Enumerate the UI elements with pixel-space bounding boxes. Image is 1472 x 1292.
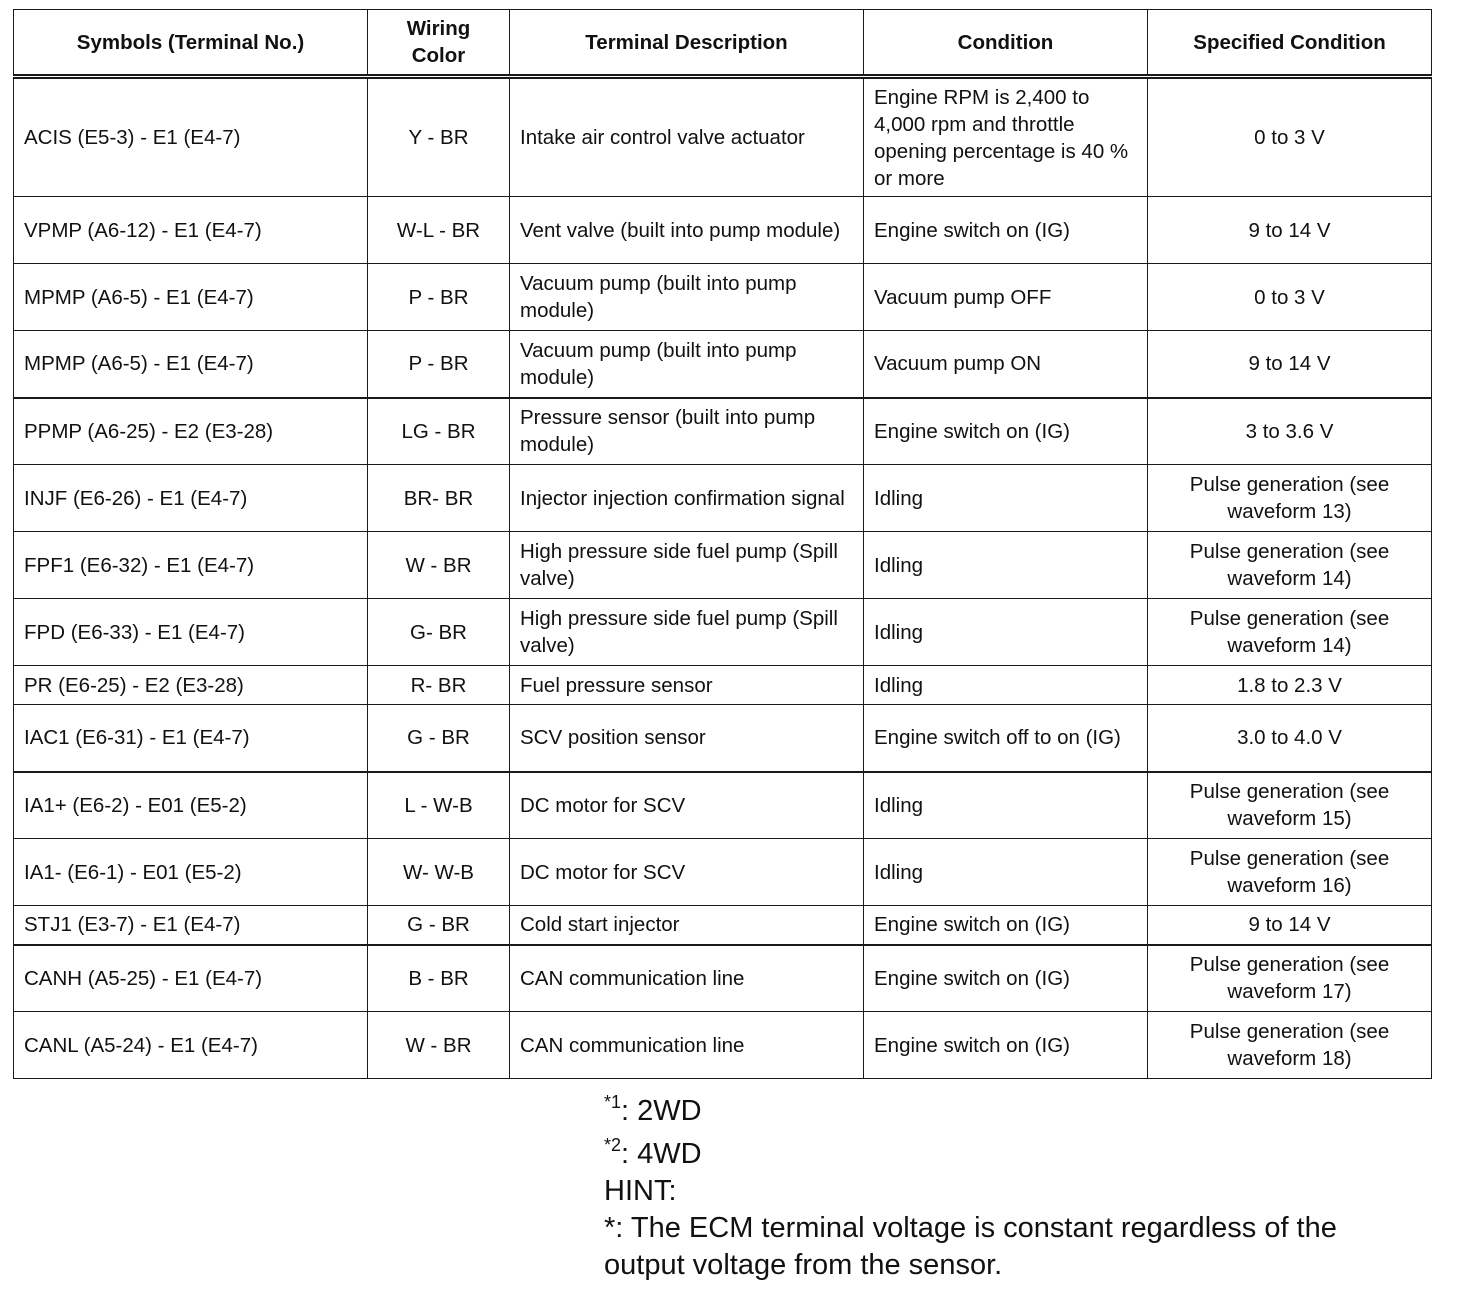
cell-symbols: CANL (A5-24) - E1 (E4-7) [14, 1012, 368, 1079]
header-wiring-color: Wiring Color [368, 10, 510, 77]
cell-symbols: ACIS (E5-3) - E1 (E4-7) [14, 77, 368, 197]
table-row [14, 839, 1432, 906]
cell-condition: Engine RPM is 2,400 to 4,000 rpm and throttle opening percentage is 40 % or more [864, 77, 1148, 197]
cell-condition: Vacuum pump OFF [864, 264, 1148, 331]
cell-description: DC motor for SCV [510, 772, 864, 839]
cell-specified: Pulse generation (see waveform 14) [1148, 532, 1432, 599]
cell-condition: Idling [864, 772, 1148, 839]
cell-description: Injector injection confirmation signal [510, 465, 864, 532]
header-symbols: Symbols (Terminal No.) [14, 10, 368, 77]
cell-description: Pressure sensor (built into pump module) [510, 398, 864, 465]
cell-wiring-color: G - BR [368, 705, 510, 772]
table-row [14, 331, 1432, 398]
cell-condition: Idling [864, 465, 1148, 532]
cell-symbols: VPMP (A6-12) - E1 (E4-7) [14, 197, 368, 264]
cell-condition: Idling [864, 666, 1148, 705]
table-row [14, 465, 1432, 532]
table-row [14, 264, 1432, 331]
cell-description: Vacuum pump (built into pump module) [510, 264, 864, 331]
cell-wiring-color: W - BR [368, 532, 510, 599]
footnotes [604, 1093, 1444, 1284]
table-row [14, 398, 1432, 465]
cell-condition: Engine switch on (IG) [864, 197, 1148, 264]
cell-specified: Pulse generation (see waveform 16) [1148, 839, 1432, 906]
footnote-text: : 4WD [621, 1138, 702, 1170]
cell-symbols: INJF (E6-26) - E1 (E4-7) [14, 465, 368, 532]
cell-description: Vacuum pump (built into pump module) [510, 331, 864, 398]
cell-condition: Vacuum pump ON [864, 331, 1148, 398]
table-row [14, 705, 1432, 772]
header-terminal-description: Terminal Description [510, 10, 864, 77]
cell-wiring-color: P - BR [368, 331, 510, 398]
footnote-text: : 2WD [621, 1095, 702, 1127]
cell-specified: 1.8 to 2.3 V [1148, 666, 1432, 705]
cell-symbols: IA1- (E6-1) - E01 (E5-2) [14, 839, 368, 906]
cell-specified: 3 to 3.6 V [1148, 398, 1432, 465]
cell-wiring-color: W- W-B [368, 839, 510, 906]
header-specified-condition: Specified Condition [1148, 10, 1432, 77]
cell-symbols: PR (E6-25) - E2 (E3-28) [14, 666, 368, 705]
cell-specified: 0 to 3 V [1148, 264, 1432, 331]
footnote-marker: *1 [604, 1092, 622, 1112]
table-row [14, 666, 1432, 705]
table-row [14, 906, 1432, 945]
cell-specified: 3.0 to 4.0 V [1148, 705, 1432, 772]
cell-wiring-color: B - BR [368, 945, 510, 1012]
cell-specified: Pulse generation (see waveform 13) [1148, 465, 1432, 532]
cell-condition: Engine switch on (IG) [864, 1012, 1148, 1079]
cell-wiring-color: W - BR [368, 1012, 510, 1079]
table-row [14, 599, 1432, 666]
cell-condition: Engine switch off to on (IG) [864, 705, 1148, 772]
cell-description: CAN communication line [510, 1012, 864, 1079]
footnote-4wd [604, 1136, 1444, 1173]
table-header-row [14, 10, 1432, 77]
cell-wiring-color: L - W-B [368, 772, 510, 839]
cell-symbols: MPMP (A6-5) - E1 (E4-7) [14, 331, 368, 398]
cell-condition: Idling [864, 839, 1148, 906]
cell-description: High pressure side fuel pump (Spill valve) [510, 532, 864, 599]
cell-specified: Pulse generation (see waveform 15) [1148, 772, 1432, 839]
cell-condition: Engine switch on (IG) [864, 398, 1148, 465]
cell-condition: Engine switch on (IG) [864, 906, 1148, 945]
cell-description: SCV position sensor [510, 705, 864, 772]
cell-condition: Idling [864, 599, 1148, 666]
cell-symbols: FPD (E6-33) - E1 (E4-7) [14, 599, 368, 666]
cell-wiring-color: R- BR [368, 666, 510, 705]
cell-wiring-color: G - BR [368, 906, 510, 945]
cell-symbols: MPMP (A6-5) - E1 (E4-7) [14, 264, 368, 331]
cell-description: CAN communication line [510, 945, 864, 1012]
cell-description: High pressure side fuel pump (Spill valve) [510, 599, 864, 666]
cell-wiring-color: G- BR [368, 599, 510, 666]
header-condition: Condition [864, 10, 1148, 77]
cell-specified: Pulse generation (see waveform 14) [1148, 599, 1432, 666]
cell-description: Fuel pressure sensor [510, 666, 864, 705]
cell-specified: Pulse generation (see waveform 17) [1148, 945, 1432, 1012]
hint-label: HINT: [604, 1175, 677, 1207]
hint-text: *: The ECM terminal voltage is constant regardless of the output voltage from the sensor. [604, 1212, 1337, 1281]
cell-condition: Engine switch on (IG) [864, 945, 1148, 1012]
terminal-table-container [13, 9, 1431, 1079]
table-row [14, 197, 1432, 264]
cell-specified: 9 to 14 V [1148, 197, 1432, 264]
table-row [14, 1012, 1432, 1079]
cell-wiring-color: P - BR [368, 264, 510, 331]
cell-description: DC motor for SCV [510, 839, 864, 906]
table-row [14, 772, 1432, 839]
cell-specified: Pulse generation (see waveform 18) [1148, 1012, 1432, 1079]
cell-condition: Idling [864, 532, 1148, 599]
cell-description: Cold start injector [510, 906, 864, 945]
table-row [14, 77, 1432, 197]
cell-description: Intake air control valve actuator [510, 77, 864, 197]
footnote-marker: *2 [604, 1135, 622, 1155]
cell-wiring-color: W-L - BR [368, 197, 510, 264]
cell-symbols: CANH (A5-25) - E1 (E4-7) [14, 945, 368, 1012]
ecm-terminal-table [13, 9, 1432, 1079]
table-row [14, 532, 1432, 599]
footnote-2wd [604, 1093, 1444, 1130]
cell-symbols: PPMP (A6-25) - E2 (E3-28) [14, 398, 368, 465]
cell-specified: 9 to 14 V [1148, 331, 1432, 398]
cell-wiring-color: BR- BR [368, 465, 510, 532]
cell-symbols: IAC1 (E6-31) - E1 (E4-7) [14, 705, 368, 772]
cell-wiring-color: Y - BR [368, 77, 510, 197]
cell-specified: 0 to 3 V [1148, 77, 1432, 197]
cell-symbols: FPF1 (E6-32) - E1 (E4-7) [14, 532, 368, 599]
cell-wiring-color: LG - BR [368, 398, 510, 465]
cell-symbols: STJ1 (E3-7) - E1 (E4-7) [14, 906, 368, 945]
cell-description: Vent valve (built into pump module) [510, 197, 864, 264]
cell-symbols: IA1+ (E6-2) - E01 (E5-2) [14, 772, 368, 839]
cell-specified: 9 to 14 V [1148, 906, 1432, 945]
table-row [14, 945, 1432, 1012]
